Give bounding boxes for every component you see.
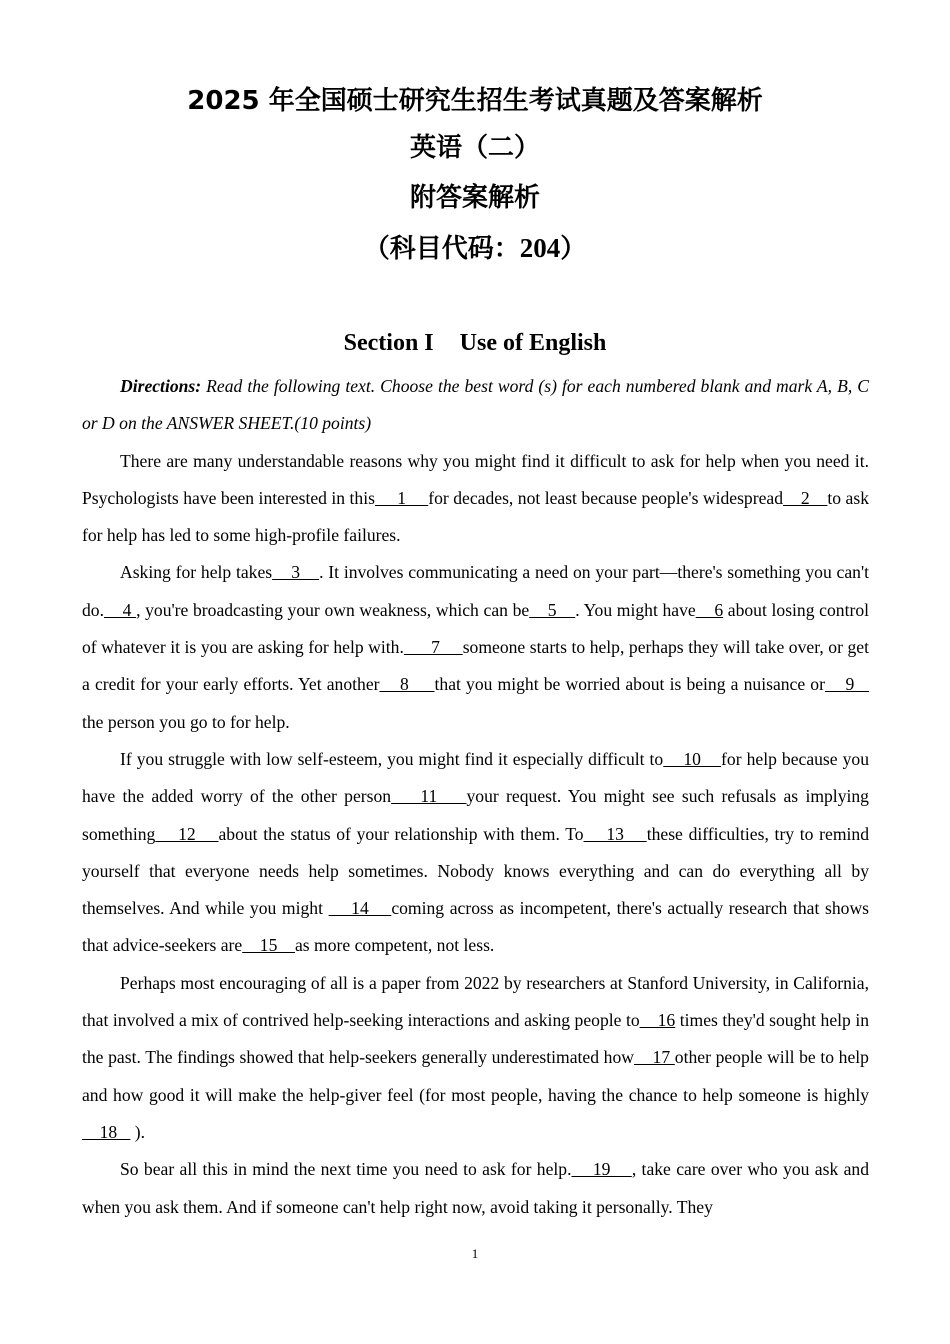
passage-text: other people will be to help and how good it will make the help-giver feel (for most people, having the chance to help someone is highly [82, 1047, 869, 1105]
passage-text: coming across as incompetent, there's actually research that shows that advice-seekers are [82, 898, 869, 956]
passage-text: If you struggle with low self-esteem, you might find it especially difficult to [120, 748, 664, 769]
paragraph [82, 1151, 869, 1226]
subject-code-title [0, 233, 950, 283]
passage-text: So bear all this in mind the next time you need to ask for help. [120, 1159, 572, 1180]
passage-text: these difficulties, try to remind yourself that everyone needs help sometimes. Nobody knows everything and can do everything all by themselves. And while you might [82, 823, 870, 919]
passage-text: someone starts to help, perhaps they will take over, or get a credit for your early efforts. Yet another [82, 637, 869, 695]
page-number: 1 [471, 1246, 479, 1261]
directions [82, 368, 869, 443]
passage-text: . You might have [575, 599, 696, 620]
numbered-blank: 3 [272, 562, 320, 583]
passage-text: There are many understandable reasons why you might find it difficult to ask for help when you need it. Psychologists have been interested in this [82, 450, 869, 508]
paragraph [82, 554, 869, 740]
exam-title: 2025 年全国硕士研究生招生考试真题及答案解析 [187, 86, 763, 116]
directions-text: Read the following text. Choose the best word (s) for each numbered blank and mark A, B, C or D on the ANSWER SHEET.(10 points) [82, 376, 869, 434]
passage-text: about losing control of whatever it is you are asking for help with. [82, 599, 870, 658]
numbered-blank: 16 [639, 1010, 676, 1031]
passage-text: that you might be worried about is being a nuisance or [434, 674, 825, 695]
answer-key-title: 附答案解析 [409, 183, 540, 213]
title-block [0, 86, 950, 283]
section-name: Use of English [459, 330, 607, 356]
passage-text: , you're broadcasting your own weakness, which can be [136, 599, 530, 620]
numbered-blank: 19 [571, 1159, 632, 1180]
passage-text: to ask for help has led to some high-profile failures. [82, 487, 870, 546]
subject-title: 英语（二） [409, 133, 540, 163]
numbered-blank: 6 [695, 599, 724, 620]
numbered-blank: 17 [633, 1047, 675, 1068]
numbered-blank: 14 [328, 898, 392, 919]
passage [82, 368, 869, 1226]
numbered-blank: 7 [403, 637, 463, 658]
numbered-blank: 8 [379, 674, 435, 695]
numbered-blank: 4 [104, 599, 137, 620]
passage-text: about the status of your relationship with them. To [218, 823, 584, 844]
passage-text: ). [130, 1121, 146, 1142]
passage-text: your request. You might see such refusals as implying something [82, 786, 869, 844]
passage-text: times they'd sought help in the past. The findings showed that help-seekers generally underestimated how [82, 1010, 870, 1068]
passage-text: the person you go to for help. [82, 711, 290, 732]
section-label: Section I [343, 330, 434, 356]
numbered-blank: 18 [82, 1121, 131, 1142]
passage-text: as more competent, not less. [294, 935, 495, 956]
subject-code-suffix: ） [560, 234, 587, 264]
paragraph [82, 443, 869, 555]
numbered-blank: 12 [155, 823, 219, 844]
paragraph [82, 741, 869, 965]
numbered-blank: 15 [242, 935, 295, 956]
numbered-blank: 5 [529, 599, 576, 620]
numbered-blank: 1 [374, 487, 429, 508]
directions-label: Directions: [120, 376, 202, 396]
passage-text: Asking for help takes [120, 562, 273, 583]
section-heading [0, 328, 950, 358]
passage-text: . It involves communicating a need on your part—there's something you can't do. [82, 562, 870, 620]
passage-text: for decades, not least because people's widespread [428, 487, 784, 508]
passage-text: Perhaps most encouraging of all is a paper from 2022 by researchers at Stanford University, in California, that involved a mix of contrived help-seeking interactions and asking people to [82, 972, 869, 1031]
subject-code: 204 [519, 233, 561, 263]
passage-text: for help because you have the added worry of the other person [82, 748, 869, 807]
numbered-blank: 9 [824, 674, 869, 695]
numbered-blank: 13 [583, 823, 647, 844]
numbered-blank: 11 [391, 786, 467, 807]
passage-paragraphs [82, 443, 869, 1226]
numbered-blank: 2 [783, 487, 828, 508]
subject-code-prefix: （科目代码： [363, 234, 520, 264]
numbered-blank: 10 [663, 748, 722, 769]
passage-text: , take care over who you ask and when you ask them. And if someone can't help right now, avoid taking it personally. They [82, 1159, 869, 1217]
paragraph [82, 965, 869, 1151]
